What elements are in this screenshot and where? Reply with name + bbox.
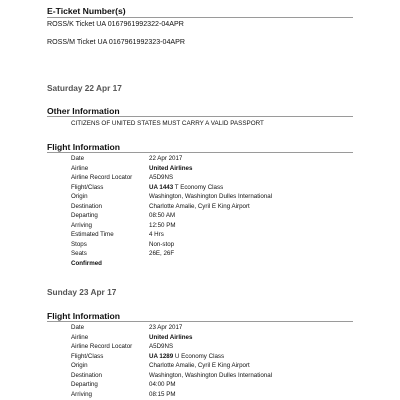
- detail-label: Airline: [71, 333, 89, 341]
- detail-value: United Airlines: [149, 333, 193, 341]
- detail-label: Flight/Class: [71, 183, 104, 191]
- eticket-divider: [47, 17, 353, 18]
- day1-other-info-title: Other Information: [47, 106, 120, 116]
- eticket-title: E-Ticket Number(s): [47, 6, 126, 16]
- detail-row: [0, 372, 400, 381]
- detail-row: [0, 362, 400, 371]
- detail-value: Charlotte Amalie, Cyril E King Airport: [149, 202, 250, 210]
- detail-label: Destination: [71, 202, 102, 210]
- detail-label: Origin: [71, 193, 88, 200]
- detail-value: [149, 184, 223, 191]
- detail-value: 22 Apr 2017: [149, 155, 183, 162]
- detail-label: Departing: [71, 381, 98, 388]
- detail-value: 08:15 PM: [149, 390, 176, 398]
- detail-row: [0, 184, 400, 193]
- detail-value: 08:50 AM: [149, 212, 176, 219]
- detail-label: Destination: [71, 371, 102, 379]
- detail-row: [0, 174, 400, 183]
- day1-flight-info-title: Flight Information: [47, 142, 121, 152]
- detail-row: [0, 203, 400, 212]
- detail-value: 04:00 PM: [149, 381, 176, 388]
- detail-row: [0, 241, 400, 250]
- booking-status: Confirmed: [71, 259, 102, 267]
- day1-other-info-divider: [47, 116, 353, 117]
- detail-label: Date: [71, 155, 85, 162]
- detail-row: [0, 165, 400, 174]
- detail-value: A5D9NS: [149, 174, 174, 181]
- day1-date-heading: Saturday 22 Apr 17: [47, 83, 122, 93]
- detail-row: [0, 155, 400, 164]
- detail-label: Date: [71, 324, 85, 331]
- day2-flight-info-title: Flight Information: [47, 311, 121, 321]
- detail-value: Washington, Washington Dulles International: [149, 371, 273, 379]
- detail-value: 12:50 PM: [149, 221, 176, 229]
- detail-value: 23 Apr 2017: [149, 324, 183, 331]
- detail-label: Seats: [71, 250, 87, 257]
- detail-row: [0, 212, 400, 221]
- detail-label: Airline Record Locator: [71, 174, 133, 181]
- detail-label: Departing: [71, 212, 98, 219]
- detail-label: Stops: [71, 240, 87, 248]
- detail-value: A5D9NS: [149, 343, 174, 350]
- detail-row: [0, 391, 400, 400]
- flight-number: UA 1443: [149, 183, 174, 191]
- detail-label: Airline Record Locator: [71, 343, 133, 350]
- detail-label: Arriving: [71, 390, 92, 398]
- detail-row: [0, 193, 400, 202]
- day2-flight-info-divider: [47, 321, 353, 322]
- detail-value: 4 Hrs: [149, 231, 164, 238]
- detail-label: Flight/Class: [71, 352, 104, 360]
- detail-label: Airline: [71, 164, 89, 172]
- status-row: [0, 260, 400, 269]
- day2-date-heading: Sunday 23 Apr 17: [47, 287, 117, 297]
- detail-row: [0, 231, 400, 240]
- detail-label: Origin: [71, 362, 88, 369]
- detail-label: Estimated Time: [71, 231, 114, 238]
- detail-row: [0, 381, 400, 390]
- detail-row: [0, 353, 400, 362]
- detail-value: 26E, 26F: [149, 250, 175, 257]
- detail-label: Arriving: [71, 221, 92, 229]
- detail-value: Non-stop: [149, 240, 175, 248]
- flight-number: UA 1289: [149, 352, 174, 360]
- detail-value: Washington, Washington Dulles International: [149, 193, 273, 200]
- detail-row: [0, 250, 400, 259]
- flight-class: U Economy Class: [173, 352, 225, 360]
- flight-class: T Economy Class: [173, 183, 224, 191]
- detail-value: Charlotte Amalie, Cyril E King Airport: [149, 362, 250, 369]
- detail-row: [0, 334, 400, 343]
- ticket-number-2: ROSS/M Ticket UA 0167961992323-04APR: [47, 38, 186, 46]
- ticket-number-1: ROSS/K Ticket UA 0167961992322-04APR: [47, 20, 184, 28]
- detail-row: [0, 343, 400, 352]
- day1-flight-info-divider: [47, 152, 353, 153]
- detail-row: [0, 324, 400, 333]
- detail-value: United Airlines: [149, 164, 193, 172]
- detail-row: [0, 222, 400, 231]
- passport-notice: CITIZENS OF UNITED STATES MUST CARRY A VALID PASSPORT: [71, 120, 264, 127]
- detail-value: [149, 353, 224, 360]
